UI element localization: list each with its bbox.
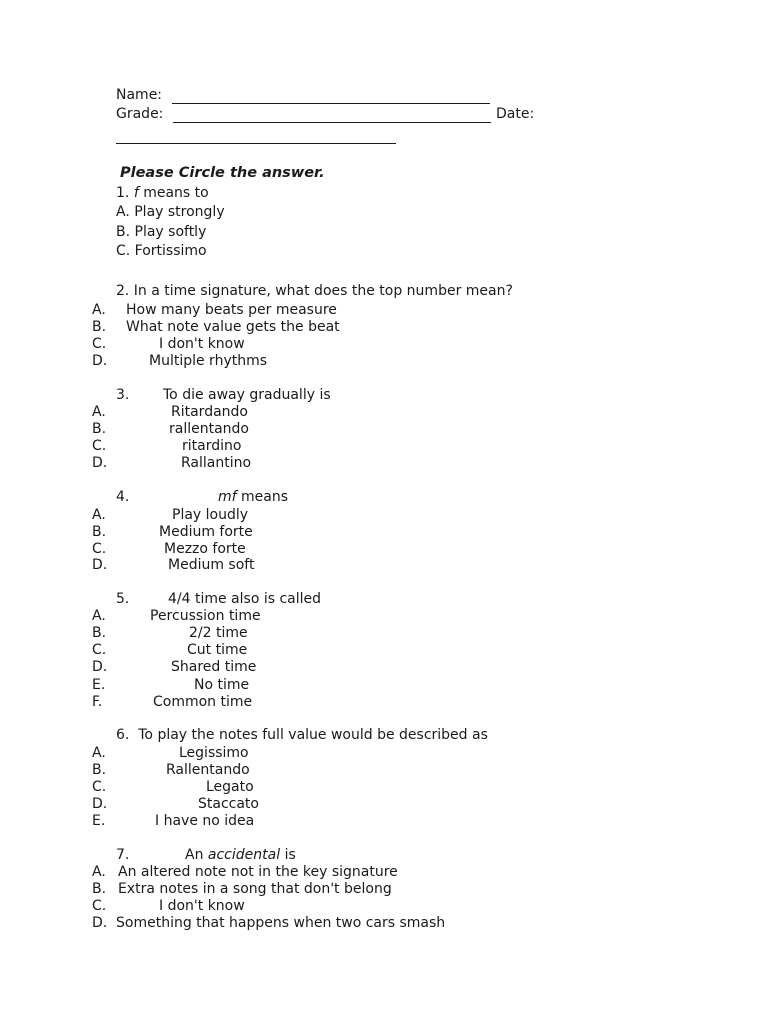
q4-option-a[interactable]: Play loudly [172, 507, 249, 523]
q5-letter-b: B. [92, 625, 107, 641]
q5-option-c[interactable]: Cut time [187, 642, 248, 658]
question-1 [116, 185, 209, 202]
q4-option-d[interactable]: Medium soft [168, 557, 255, 573]
date-label: Date: [496, 106, 535, 122]
q2-option-b[interactable]: What note value gets the beat [126, 319, 340, 335]
q5-letter-d: D. [92, 659, 108, 675]
q7-option-b[interactable]: Extra notes in a song that don't belong [118, 881, 392, 897]
q5-letter-c: C. [92, 642, 107, 658]
q5-option-f[interactable]: Common time [153, 694, 253, 710]
grade-label: Grade: [116, 106, 164, 122]
q3-option-b[interactable]: rallentando [169, 421, 249, 437]
q1-term: f [133, 185, 139, 201]
q4-letter-c: C. [92, 541, 107, 557]
question-2: 2. In a time signature, what does the top number mean? [116, 283, 513, 299]
q7-suffix: is [284, 847, 296, 863]
q4-letter-d: D. [92, 557, 108, 573]
q7-letter-c: C. [92, 898, 107, 914]
q2-letter-c: C. [92, 336, 107, 352]
q7-letter-b: B. [92, 881, 107, 897]
q5-option-a[interactable]: Percussion time [150, 608, 261, 624]
q6-letter-a: A. [92, 745, 106, 761]
q7-prefix: An [185, 847, 204, 863]
q1-option-c[interactable]: C. Fortissimo [116, 243, 207, 259]
question-4 [218, 489, 288, 506]
q6-option-e[interactable]: I have no idea [155, 813, 255, 829]
question-6: 6. To play the notes full value would be described as [116, 727, 488, 743]
question-7 [185, 847, 296, 864]
q7-number: 7. [116, 847, 130, 863]
grade-field[interactable] [173, 122, 491, 123]
q2-letter-a: A. [92, 302, 106, 318]
q2-option-d[interactable]: Multiple rhythms [149, 353, 268, 369]
q6-letter-d: D. [92, 796, 108, 812]
q3-option-c[interactable]: ritardino [182, 438, 242, 454]
q3-option-d[interactable]: Rallantino [181, 455, 252, 471]
q7-option-a[interactable]: An altered note not in the key signature [118, 864, 398, 880]
date-field[interactable] [116, 143, 396, 144]
q5-option-d[interactable]: Shared time [171, 659, 257, 675]
q4-text: means [241, 489, 289, 505]
q4-letter-a: A. [92, 507, 106, 523]
q7-term: accidental [207, 847, 281, 863]
q3-option-a[interactable]: Ritardando [171, 404, 248, 420]
q6-option-d[interactable]: Staccato [198, 796, 259, 812]
q6-option-a[interactable]: Legissimo [179, 745, 249, 761]
q5-option-b[interactable]: 2/2 time [189, 625, 248, 641]
q7-option-c[interactable]: I don't know [159, 898, 245, 914]
q3-number: 3. [116, 387, 130, 403]
name-field[interactable] [172, 103, 490, 104]
q5-letter-a: A. [92, 608, 106, 624]
q7-option-d[interactable]: Something that happens when two cars smash [116, 915, 446, 931]
q6-letter-e: E. [92, 813, 106, 829]
q1-option-a[interactable]: A. Play strongly [116, 204, 225, 220]
q1-option-b[interactable]: B. Play softly [116, 224, 207, 240]
instructions-heading: Please Circle the answer. [120, 165, 325, 181]
question-3: To die away gradually is [163, 387, 331, 403]
q7-letter-a: A. [92, 864, 106, 880]
q6-option-b[interactable]: Rallentando [166, 762, 250, 778]
q5-letter-e: E. [92, 677, 106, 693]
q6-letter-c: C. [92, 779, 107, 795]
q3-letter-d: D. [92, 455, 108, 471]
q6-option-c[interactable]: Legato [206, 779, 254, 795]
q7-letter-d: D. [92, 915, 108, 931]
q1-number: 1. [116, 185, 130, 201]
q2-option-c[interactable]: I don't know [159, 336, 245, 352]
q4-number: 4. [116, 489, 130, 505]
q6-letter-b: B. [92, 762, 107, 778]
q2-letter-b: B. [92, 319, 107, 335]
q3-letter-c: C. [92, 438, 107, 454]
q2-option-a[interactable]: How many beats per measure [126, 302, 337, 318]
q4-term: mf [218, 489, 237, 505]
q4-option-c[interactable]: Mezzo forte [164, 541, 246, 557]
q1-text: means to [143, 185, 209, 201]
q5-letter-f: F. [92, 694, 103, 710]
q2-letter-d: D. [92, 353, 108, 369]
q5-number: 5. [116, 591, 130, 607]
q3-letter-a: A. [92, 404, 106, 420]
q4-letter-b: B. [92, 524, 107, 540]
q5-option-e[interactable]: No time [194, 677, 250, 693]
name-label: Name: [116, 87, 163, 103]
q3-letter-b: B. [92, 421, 107, 437]
question-5: 4/4 time also is called [168, 591, 322, 607]
q4-option-b[interactable]: Medium forte [159, 524, 253, 540]
